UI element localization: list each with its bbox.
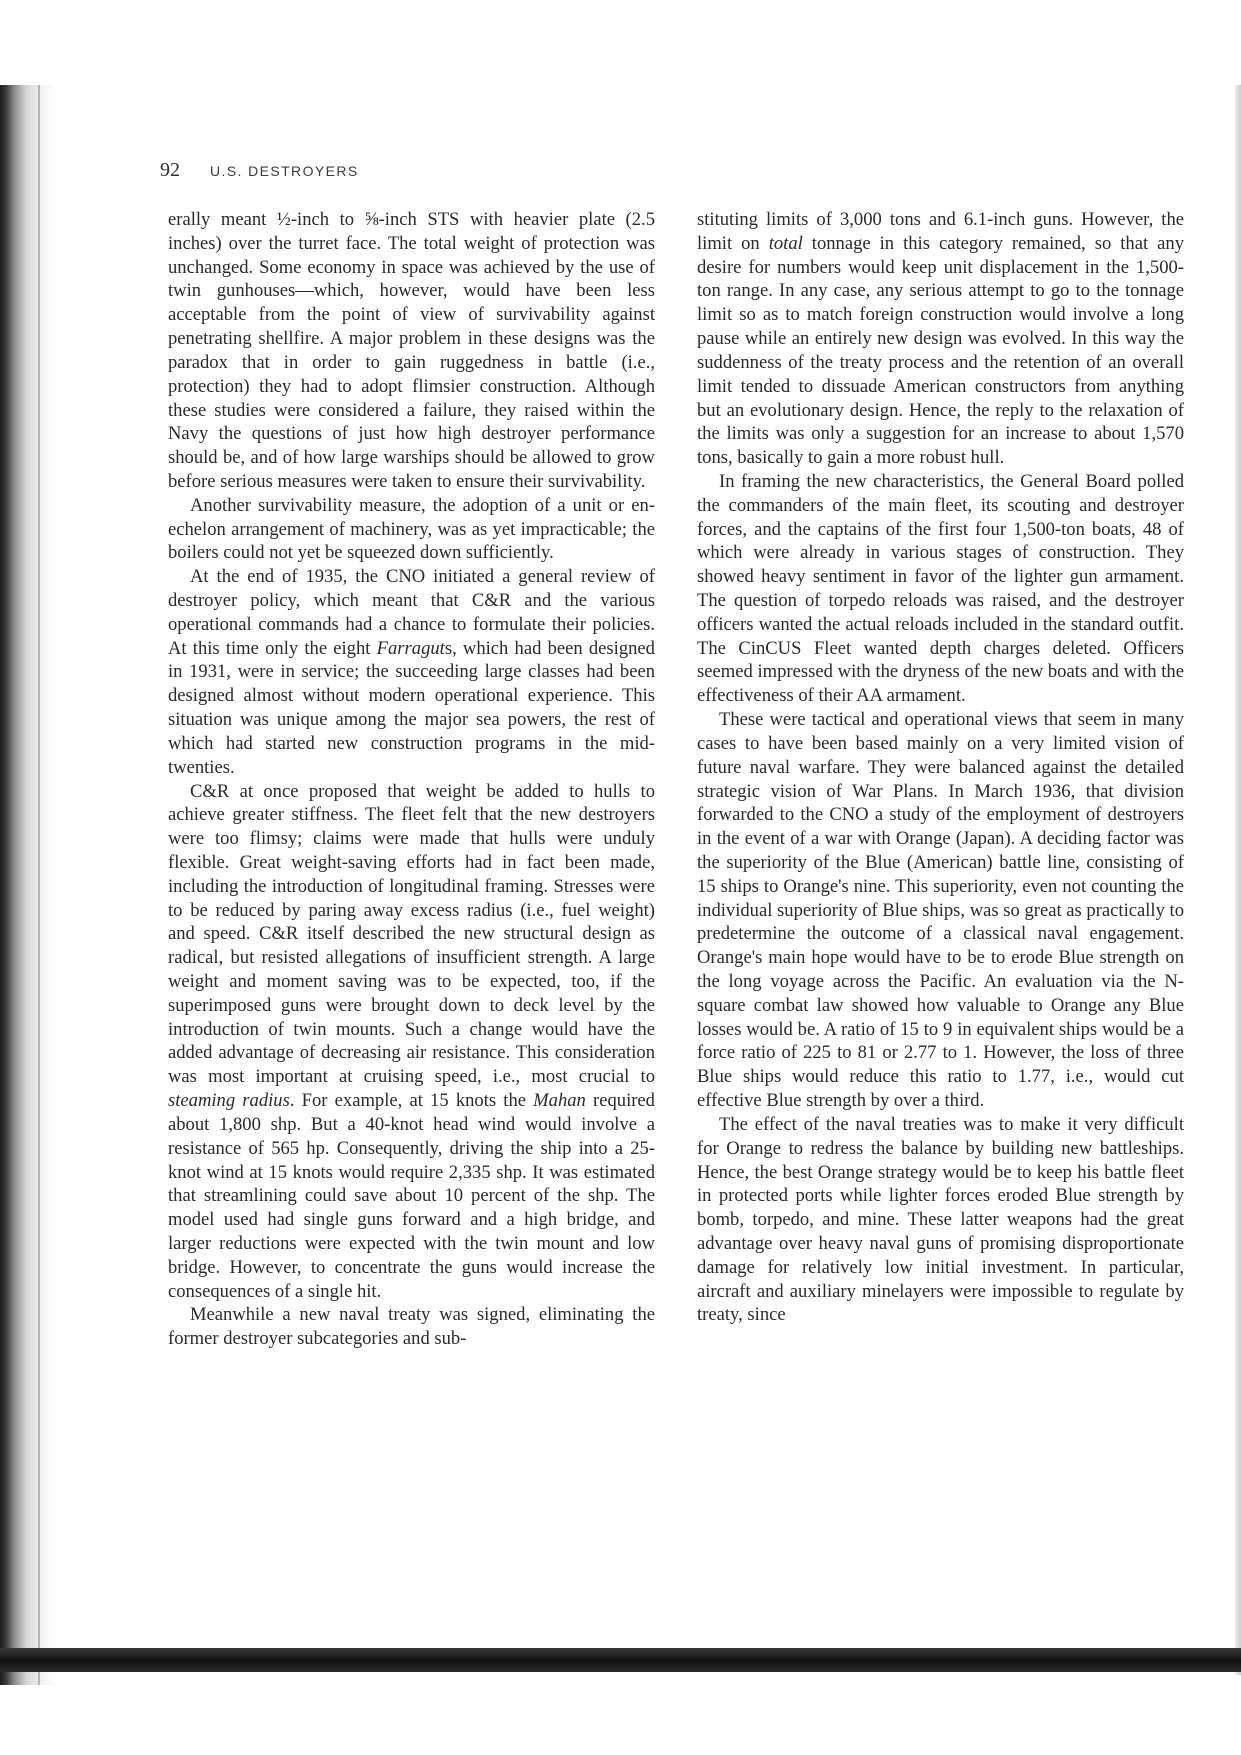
text-run: required about 1,800 shp. But a 40-knot head wind would involve a resistance of 565 hp. Consequently, driving the ship into a 25-knot wind at 15 knots would require 2,335 shp. It was estimated that streamlining could save about 10 percent of the shp. The model used had single guns forward and a high bridge, and larger reductions were expected with the twin mount and low bridge. However, to concentrate the guns would increase the consequences of a single hit. [168,1090,655,1302]
paragraph [697,470,1184,708]
paragraph [168,780,655,1304]
paragraph [168,208,655,494]
text-run: C&R at once proposed that weight be added to hulls to achieve greater stiffness. The fleet felt that the new destroyers were too flimsy; claims were made that hulls were unduly flexible. Great weight-saving efforts had in fact been made, including the introduction of longitudinal framing. Stresses were to be reduced by paring away excess radius (i.e., fuel weight) and speed. C&R itself described the new structural design as radical, but resisted allegations of insufficient strength. A large weight and moment saving was to be expected, too, if the superimposed guns were brought down to deck level by the introduction of twin mounts. Such a change would have the added advantage of decreasing air resistance. This consideration was most important at cruising speed, i.e., most crucial to [168,780,655,1088]
left-text-column [168,208,655,1351]
text-run: erally meant ½-inch to ⅝-inch STS with heavier plate (2.5 inches) over the turret face. The total weight of protection was unchanged. Some economy in space was achieved by the use of twin gunhouses—which, however, would have been less acceptable from the point of view of survivability against penetrating shellfire. A major problem in these designs was the paradox that in order to gain ruggedness in battle (i.e., protection) they had to adopt flimsier construction. Although these studies were considered a failure, they raised within the Navy the questions of just how high destroyer performance should be, and of how large warships should be allowed to grow before serious measures were taken to ensure their survivability. [168,209,655,492]
italic-text: steaming radius [168,1090,290,1112]
binding-shadow [0,85,58,1685]
paragraph [697,708,1184,1113]
scan-top-margin [0,0,1241,86]
italic-text: total [768,232,803,254]
paragraph [697,208,1184,470]
text-run: Meanwhile a new naval treaty was signed, eliminating the former destroyer subcategories and sub- [168,1304,655,1350]
paragraph [697,1113,1184,1327]
paragraph [168,494,655,565]
running-title: U.S. DESTROYERS [210,163,359,179]
paragraph [168,565,655,779]
text-run: . For example, at 15 knots the [289,1090,534,1112]
text-run: In framing the new characteristics, the General Board polled the commanders of the main fleet, its scouting and destroyer forces, and the captains of the first four 1,500-ton boats, 48 of which were already in various stages of construction. They showed heavy sentiment in favor of the lighter gun armament. The question of torpedo reloads was raised, and the destroyer officers wanted the actual reloads included in the standard outfit. The CinCUS Fleet wanted depth charges deleted. Officers seemed impressed with the dryness of the new boats and with the effectiveness of their AA armament. [697,470,1184,707]
text-run: These were tactical and operational views that seem in many cases to have been based mainly on a very limited vision of future naval warfare. They were balanced against the detailed strategic vision of War Plans. In March 1936, that division forwarded to the CNO a study of the employment of destroyers in the event of a war with Orange (Japan). A deciding factor was the superiority of the Blue (American) battle line, consisting of 15 ships to Orange's nine. This superiority, even not counting the individual superiority of Blue ships, was so great as practically to predetermine the outcome of a classical naval engagement. Orange's main hope would have to be to erode Blue strength on the long voyage across the Pacific. An evaluation via the N-square combat law showed how valuable to Orange any Blue losses would be. A ratio of 15 to 9 in equivalent ships would be a force ratio of 225 to 81 or 2.77 to 1. However, the loss of three Blue ships would reduce this ratio to 1.77, i.e., would cut effective Blue strength by over a third. [697,709,1184,1112]
text-run: stituting limits of 3,000 tons and 6.1-inch guns. However, the limit on [697,209,1184,254]
text-run: tonnage in this category remained, so that any desire for numbers would keep unit displacement in the 1,500-ton range. In any case, any serious attempt to go to the tonnage limit so as to match foreign construction would involve a long pause while an entirely new design was evolved. In this way the suddenness of the treaty process and the retention of an overall limit tended to dissuade American constructors from anything but an evolutionary design. Hence, the reply to the relaxation of the limits was only a suggestion for an increase to about 1,570 tons, basically to gain a more robust hull. [697,232,1184,469]
text-run: At the end of 1935, the CNO initiated a general review of destroyer policy, which meant that C&R and the various operational commands had a chance to formulate their policies. At this time only the eight [168,566,655,659]
right-text-column [697,208,1184,1327]
italic-text: Mahan [533,1090,586,1112]
running-head [160,159,359,189]
scan-bottom-band [0,1648,1241,1672]
text-run: Another survivability measure, the adoption of a unit or en-echelon arrangement of machinery, was as yet impracticable; the boilers could not yet be squeezed down sufficiently. [168,494,655,564]
text-run: The effect of the naval treaties was to make it very difficult for Orange to redress the balance by building new battleships. Hence, the best Orange strategy would be to keep his battle fleet in protected ports while lighter forces eroded Blue strength by bomb, torpedo, and mine. These latter weapons had the great advantage over heavy naval guns of promising disproportionate damage for relatively low initial investment. In particular, aircraft and auxiliary minelayers were impossible to regulate by treaty, since [697,1113,1184,1326]
page-right-edge [1235,85,1241,1675]
text-run: s, which had been designed in 1931, were in service; the succeeding large classes had been designed almost without modern operational experience. This situation was unique among the major sea powers, the rest of which had started new construction programs in the mid-twenties. [168,637,655,778]
page-number: 92 [160,159,180,181]
italic-text: Farragut [376,637,445,659]
paragraph [168,1303,655,1351]
